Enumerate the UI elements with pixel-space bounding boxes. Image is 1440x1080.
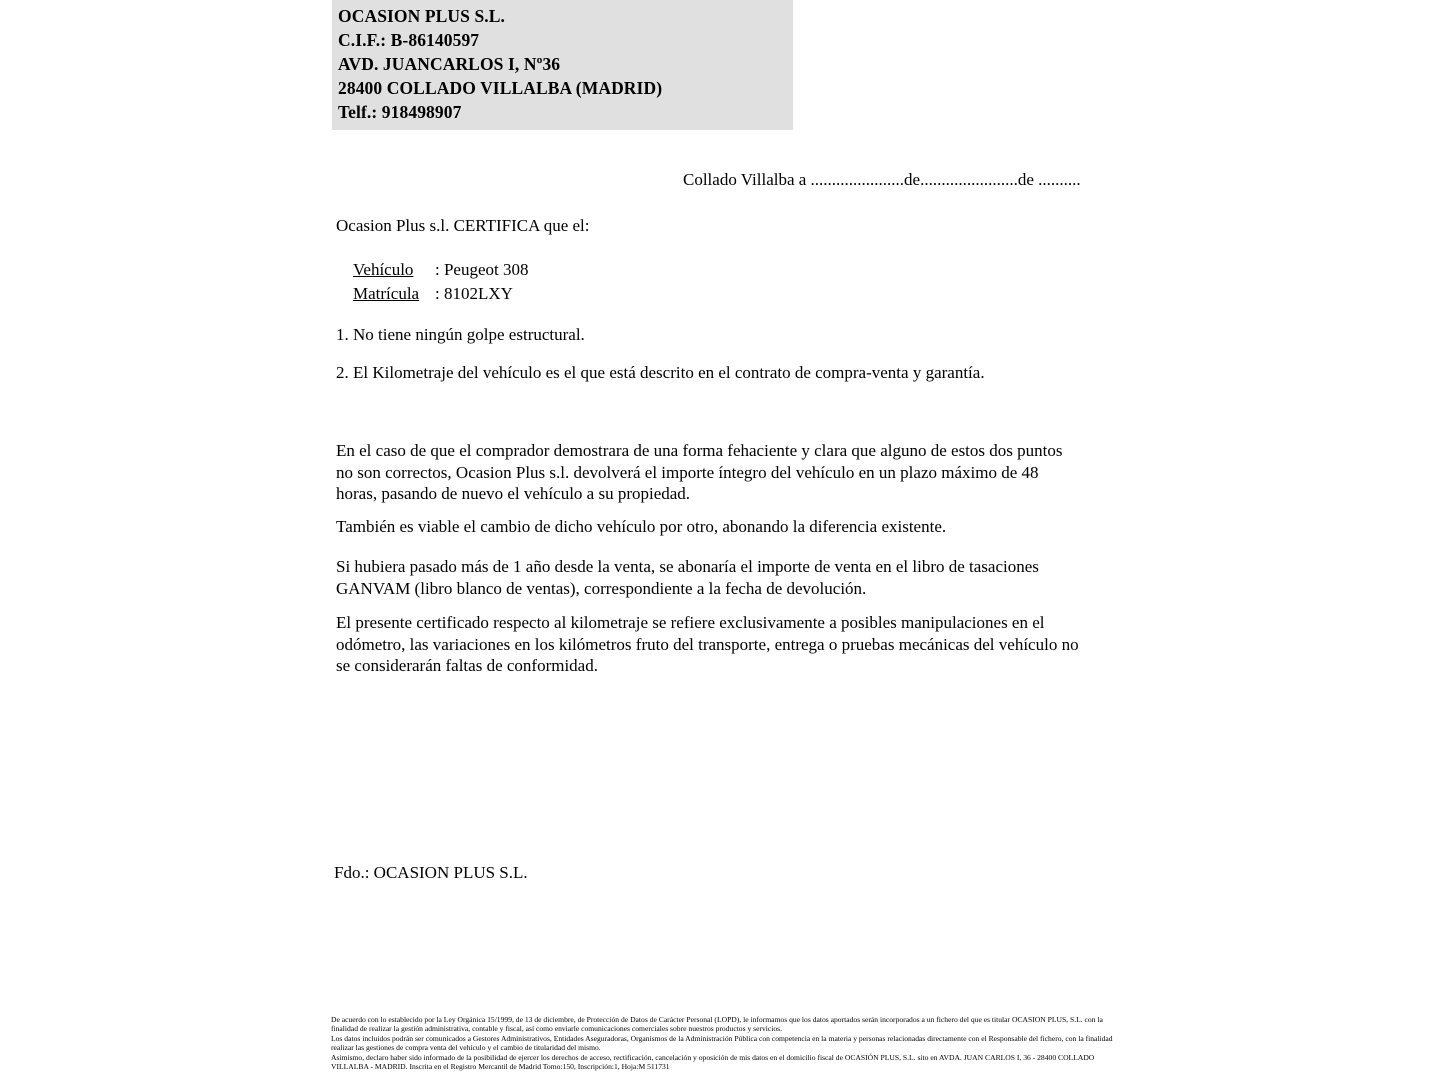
date-line: Collado Villalba a ......................de.......................de .......... bbox=[683, 170, 1081, 189]
company-letterhead bbox=[332, 0, 793, 130]
vehicle-value: : Peugeot 308 bbox=[435, 260, 529, 279]
certificate-point-1: 1. No tiene ningún golpe estructural. bbox=[336, 325, 585, 344]
plate-value: : 8102LXY bbox=[435, 284, 513, 303]
legal-footer bbox=[331, 1015, 1121, 1071]
company-address: AVD. JUANCARLOS I, Nº36 bbox=[338, 54, 561, 74]
legal-paragraph-1: De acuerdo con lo establecido por la Ley Orgánica 15/1999, de 13 de diciembre, de Protección de Datos de Carácter Personal (LOPD), le informamos que los datos aportados serán incorporados a un fichero del que es titular OCASION PLUS, S.L. con la finalidad de realizar la gestión administrativa, contable y fiscal, así como enviarle comunicaciones comerciales sobre nuestros productos y servicios. bbox=[331, 1015, 1103, 1034]
signature-line: Fdo.: OCASION PLUS S.L. bbox=[334, 863, 528, 882]
company-cif: C.I.F.: B-86140597 bbox=[338, 30, 480, 50]
paragraph-refund-terms: En el caso de que el comprador demostrara de una forma fehaciente y clara que alguno de estos dos puntos no son correctos, Ocasion Plus s.l. devolverá el importe íntegro del vehículo en un plazo máximo de 48 horas, pasando de nuevo el vehículo a su propiedad. bbox=[336, 441, 1063, 503]
company-name: OCASION PLUS S.L. bbox=[338, 6, 506, 26]
plate-row bbox=[336, 264, 513, 324]
legal-paragraph-2: Los datos incluidos podrán ser comunicados a Gestores Administrativos, Entidades Aseguradoras, Organismos de la Administración Pública con competencia en la materia y personas relacionadas directamente con el Responsable del fichero, con la finalidad realizar las gestiones de compra venta del vehículo y el cambio de titularidad del mismo. bbox=[331, 1033, 1113, 1053]
legal-paragraph-3: Asimismo, declaro haber sido informado de la posibilidad de ejercer los derechos de acceso, rectificación, cancelación y oposición de mis datos en el domicilio fiscal de OCASIÓN PLUS, S.L. sito en AVDA. JUAN CARLOS I, 36 - 28400 COLLADO VILLALBA - MADRID. Inscrita en el Registro Mercantil de Madrid Tomo:150, Inscripción:1, Hoja:M 511731 bbox=[331, 1052, 1095, 1072]
plate-label: Matrícula bbox=[353, 284, 420, 303]
company-city: 28400 COLLADO VILLALBA (MADRID) bbox=[338, 78, 663, 98]
company-phone: Telf.: 918498907 bbox=[338, 102, 462, 122]
certificate-point-2: 2. El Kilometraje del vehículo es el que está descrito en el contrato de compra-venta y garantía. bbox=[336, 363, 985, 382]
paragraph-vehicle-exchange: También es viable el cambio de dicho vehículo por otro, abonando la diferencia existente. bbox=[336, 517, 947, 536]
vehicle-label: Vehículo bbox=[353, 260, 414, 279]
paragraph-odometer-scope: El presente certificado respecto al kilometraje se refiere exclusivamente a posibles manipulaciones en el odómetro, las variaciones en los kilómetros fruto del transporte, entrega o pruebas mecánicas del vehículo no se considerarán faltas de conformidad. bbox=[336, 613, 1079, 675]
certificate-intro: Ocasion Plus s.l. CERTIFICA que el: bbox=[336, 216, 590, 235]
paragraph-ganvam-valuation: Si hubiera pasado más de 1 año desde la venta, se abonaría el importe de venta en el libro de tasaciones GANVAM (libro blanco de ventas), correspondiente a la fecha de devolución. bbox=[336, 557, 1039, 598]
